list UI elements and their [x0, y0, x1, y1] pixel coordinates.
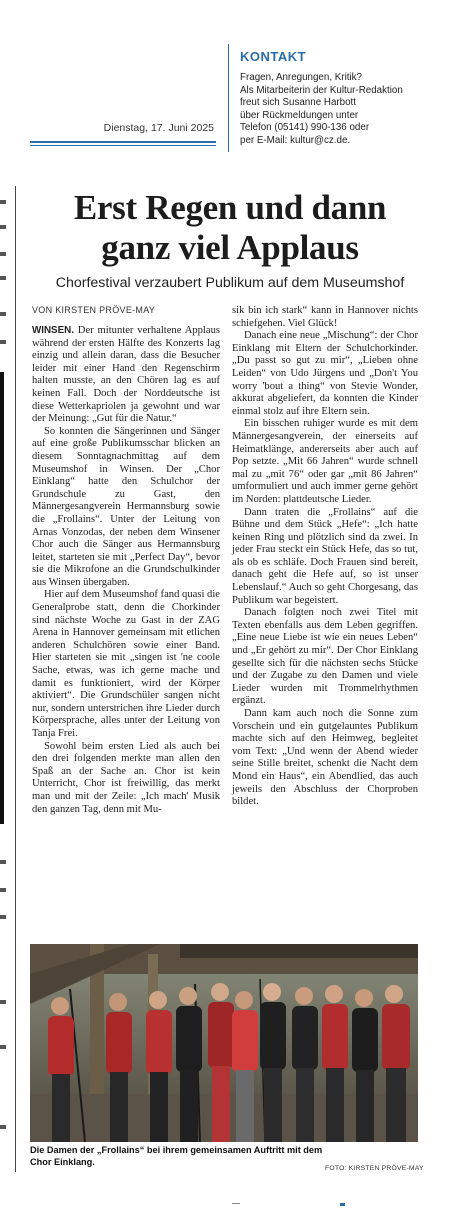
paragraph: Danach eine neue „Mischung“: der Chor Einklang mit Eltern der Schulchorkinder. „Du passt so gut zu mir“, „Lieben ohne Leiden“ von Udo Jürgens und „Don't You worry 'bout a thing“ von Stevie Wonder, akkurat abgeliefert, da konnten die Kinder einmal stolz auf ihre Eltern sein.: [232, 330, 418, 417]
article-column-1: [32, 325, 220, 816]
page-footer-mark: [340, 1203, 345, 1206]
choir-photo: [30, 944, 418, 1142]
kontakt-email-line: per E-Mail: kultur@cz.de.: [240, 134, 351, 146]
neighbour-text-fragment: [0, 1045, 6, 1049]
neighbour-text-fragment: [0, 888, 6, 892]
neighbour-text-fragment: [0, 200, 6, 204]
kontakt-line: freut sich Susanne Harbott: [240, 97, 356, 108]
dateline: WINSEN.: [32, 325, 74, 336]
article-column-2: [232, 305, 418, 809]
kontakt-line: Telefon (05141) 990-136 oder: [240, 122, 370, 133]
photo-caption: Die Damen der „Frollains“ bei ihrem gemeinsamen Auftritt mit dem Chor Einklang.: [30, 1145, 323, 1167]
issue-date: Dienstag, 17. Juni 2025: [103, 122, 214, 134]
headline-line: Erst Regen und dann: [73, 188, 387, 227]
photo-credit: FOTO: KIRSTEN PRÖVE-MAY: [325, 1165, 424, 1172]
article-subheadline: Chorfestival verzaubert Publikum auf dem Museumshof: [55, 275, 405, 291]
paragraph: [32, 325, 220, 426]
paragraph-text: Der mitunter verhaltene Applaus während der ersten Hälfte des Konzerts lag einzig und allein daran, dass die Besucher leider mit einer Hand den Regenschirm halten musste, an den Chören lag es auf keinen Fall. Doch der Norddeutsche ist diese Wetterkapriolen ja gewohnt und war der Meinung: „Gut für die Natur.“: [32, 325, 220, 425]
neighbour-text-fragment: [0, 225, 6, 229]
article-headline: [20, 188, 440, 268]
kontakt-divider: [228, 44, 229, 152]
header-rule-thin: [30, 145, 216, 146]
paragraph: So konnten die Sängerinnen und Sänger auf eine große Publikumsschar blicken an diesem Sonntagnachmittag auf dem Museumshof in Winsen. Der „Chor Einklang“ hatte den Schulchor der Grundschule zu Gast, den Männergesangverein Hermannsburg sowie die „Frollains“. Unter der Leitung von Arnas Vonzodas, der neben dem Winsener Chor auch die Sänger aus Hermannsburg leitet, starteten sie mit „Perfect Day“, bevor sie die Mikrofone an die Grundschulkinder aus Winsen übergaben.: [32, 425, 220, 588]
neighbour-text-fragment: [0, 1125, 6, 1129]
neighbour-text-fragment: [0, 252, 6, 256]
paragraph: Dann traten die „Frollains“ auf die Bühne und dem Stück „Hefe“: „Ich hatte keinen Ring und plötzlich sind da zwei. In jeder Frau steckt ein Stück Hefe, das so tut, als ob es schläfe. Doch Frauen sind bereit, danach geht die Hefe auf, so ist unser Lebenslauf.“ Auch so geht Chorgesang, das Publikum war begeistert.: [232, 506, 418, 606]
kontakt-box: [240, 72, 450, 147]
header-rule: [30, 141, 216, 143]
neighbour-article-edge: [0, 372, 4, 824]
neighbour-text-fragment: [0, 915, 6, 919]
neighbour-text-fragment: [0, 1000, 6, 1004]
paragraph: Ein bisschen ruhiger wurde es mit dem Männergesangverein, der einerseits auf Heimatklänge, andererseits aber auch auf Pop setzte. „Mit 66 Jahren“ wurde schnell mal zu „mit 76“ oder gar „mit 86 Jahren“ umformuliert und auch immer gerne gehört im Norden: plattdeutsche Lieder.: [232, 418, 418, 505]
kontakt-line: Als Mitarbeiterin der Kultur-Redaktion: [240, 84, 403, 96]
paragraph: sik bin ich stark“ kann in Hannover nichts schiefgehen. Viel Glück!: [232, 305, 418, 329]
paragraph: Sowohl beim ersten Lied als auch bei den drei folgenden merkte man allen den Spaß an der Sache an. Chor ist kein Unterricht, Chor ist freiwillig, das merkt man und mit der Zeile: „Ich mach' Musik den ganzen Tag, denn mit Mu-: [32, 740, 220, 815]
choir-photo-illustration: [30, 944, 418, 1142]
page-footer-rule: [232, 1203, 240, 1204]
neighbour-text-fragment: [0, 312, 6, 316]
paragraph: Danach folgten noch zwei Titel mit Texten ebenfalls aus dem Leben gegriffen. „Eine neue Liebe ist wie ein neues Leben“ und „Er gehört zu mir“. Der Chor Einklang gesellte sich für die nächsten sechs Stücke und der Zugabe zu den Damen und viele Lieder wurden mit Trommelrhythmen ergänzt.: [232, 607, 418, 707]
paragraph: Dann kam auch noch die Sonne zum Vorschein und ein gutgelauntes Publikum machte sich auf den Heimweg, begleitet vom Text: „Und wenn der Abend wieder seine Stille breitet, schenkt die Nacht dem Mond ein Haus“, ein Abendlied, das auch jeweils den Abschluss der Chorproben bildet.: [232, 708, 418, 808]
neighbour-text-fragment: [0, 340, 6, 344]
kontakt-line: Fragen, Anregungen, Kritik?: [240, 72, 362, 83]
kontakt-line: über Rückmeldungen unter: [240, 109, 359, 121]
headline-line: ganz viel Applaus: [101, 228, 359, 267]
kontakt-title: KONTAKT: [240, 49, 307, 64]
neighbour-text-fragment: [0, 860, 6, 864]
column-separator: [15, 186, 16, 1172]
byline: VON KIRSTEN PRÖVE-MAY: [32, 305, 156, 315]
neighbour-text-fragment: [0, 276, 6, 280]
paragraph: Hier auf dem Museumshof fand quasi die Generalprobe statt, denn die Chorkinder sind nächste Woche zu Gast in der ZAG Arena in Hannover gemeinsam mit etlichen anderen Schulchören sowie einer Band. Hier starteten sie mit „singen ist 'ne coole Sache, etwas, was ich gerne mache und damit es funktioniert, wird der Körper aktiviert“. Die Grundschüler sangen nicht nur, sondern unterstrichen ihre Lieder durch Körpersprache, alles unter der Leitung von Tanja Frei.: [32, 589, 220, 739]
